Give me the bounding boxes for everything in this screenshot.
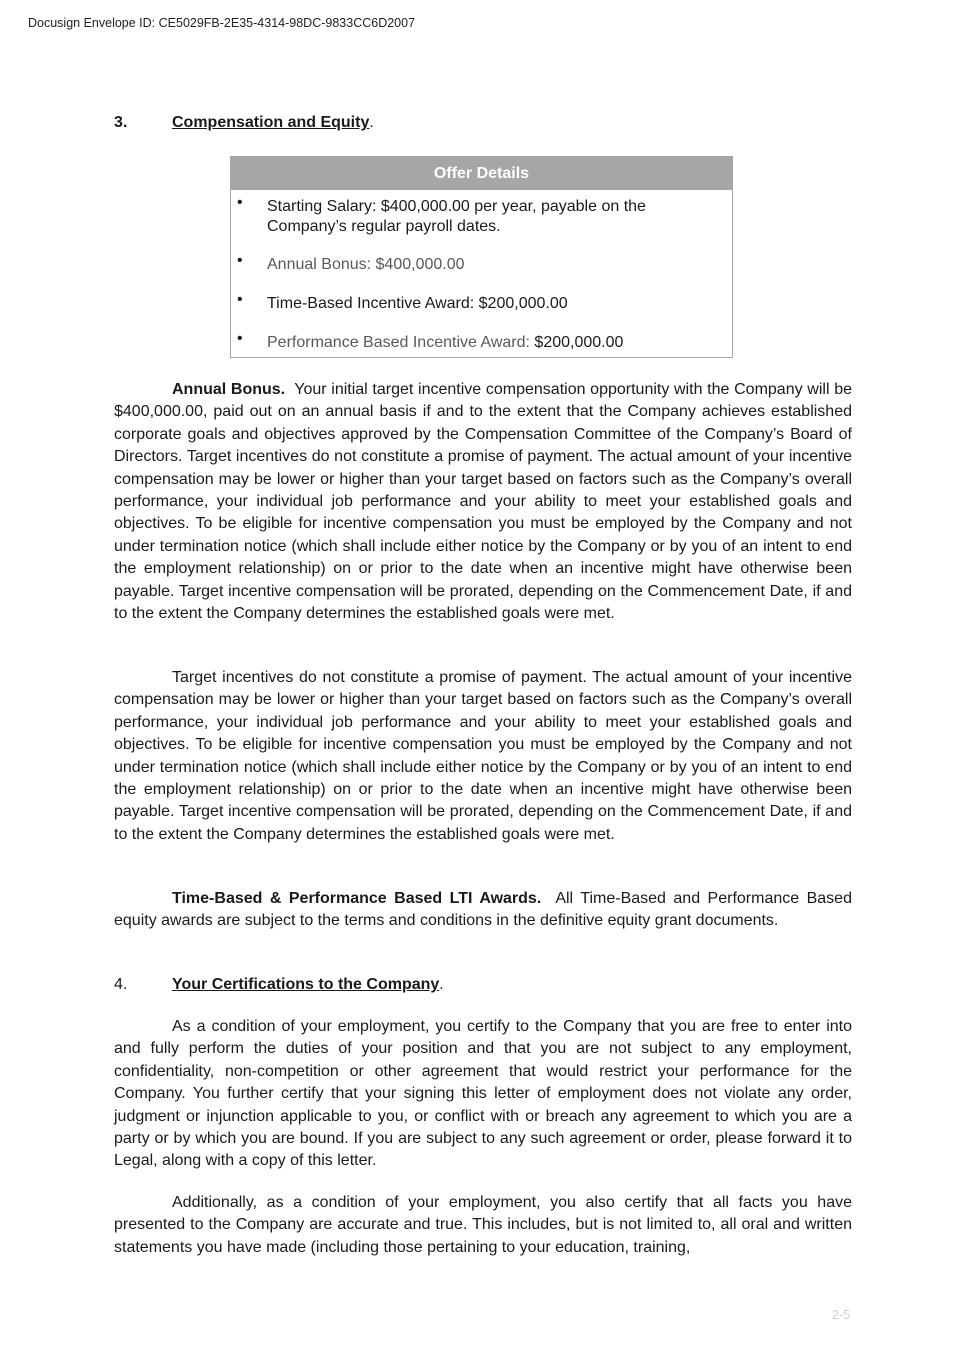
lti-awards-paragraph — [114, 888, 852, 933]
certifications-paragraph — [114, 1016, 852, 1173]
annual-bonus-paragraph — [114, 379, 852, 625]
section-title — [172, 976, 444, 994]
paragraph-text: All Time-Based and Performance Based equity awards are subject to the terms and conditions in the definitive equity grant documents. — [114, 890, 852, 930]
offer-details-table — [230, 156, 733, 358]
paragraph-text: Additionally, as a condition of your employment, you also certify that all facts you have presented to the Company are accurate and true. This includes, but is not limited to, all oral and written statements you have made (including those pertaining to your education, training, — [114, 1194, 852, 1256]
section-title-period: . — [439, 976, 444, 993]
bullet-icon: • — [237, 291, 243, 308]
envelope-id: Docusign Envelope ID: CE5029FB-2E35-4314-98DC-9833CC6D2007 — [28, 16, 416, 30]
additionally-paragraph — [114, 1192, 852, 1259]
section-title-period: . — [369, 114, 374, 131]
offer-item-value: $200,000.00 — [534, 334, 624, 351]
paragraph-text: Target incentives do not constitute a promise of payment. The actual amount of your incentive compensation may be lower or higher than your target based on factors such as the Company’s overall performance, your individual job performance and your ability to meet your established goals and objectives. To be eligible for incentive compensation you must be employed by the Company and not under termination notice (which shall include either notice by the Company or by you of an intent to end the employment relationship) on or prior to the date when an incentive might have otherwise been payable. Target incentive compensation will be prorated, depending on the Commencement Date, if and to the extent the Company determines the established goals were met. — [114, 669, 852, 843]
section-title-text: Compensation and Equity — [172, 114, 370, 131]
paragraph-text: Your initial target incentive compensation opportunity with the Company will be $400,000.00, paid out on an annual basis if and to the extent that the Company achieves established corporate goals and objectives approved by the Compensation Committee of the Company’s Board of Directors. Target incentives do not constitute a promise of payment. The actual amount of your incentive compensation may be lower or higher than your target based on factors such as the Company’s overall performance, your individual job performance and your ability to meet your established goals and objectives. To be eligible for incentive compensation you must be employed by the Company and not under termination notice (which shall include either notice by the Company or by you of an intent to end the employment relationship) on or prior to the date when an incentive might have otherwise been payable. Target incentive compensation will be prorated, depending on the Commencement Date, if and to the extent the Company determines the established goals were met. — [114, 381, 852, 623]
offer-details-header: Offer Details — [231, 157, 732, 190]
paragraph-lead: Annual Bonus. — [172, 381, 286, 398]
section-number: 3. — [114, 114, 128, 131]
page-number: 2-5 — [832, 1308, 851, 1322]
offer-item-label: Performance Based Incentive Award: — [267, 334, 530, 351]
offer-item-text: Starting Salary: $400,000.00 per year, payable on the Company’s regular payroll dates. — [267, 198, 646, 235]
paragraph-text: As a condition of your employment, you certify to the Company that you are free to enter into and fully perform the duties of your position and that you are not subject to any employment, confidentiality, non-competition or other agreement that would restrict your performance for the Company. You further certify that your signing this letter of employment does not violate any order, judgment or injunction applicable to you, or conflict with or breach any agreement to which you are a party or by which you are bound. If you are subject to any such agreement or order, please forward it to Legal, along with a copy of this letter. — [114, 1018, 852, 1170]
section-3-heading — [114, 114, 852, 134]
section-title-text: Your Certifications to the Company — [172, 976, 440, 993]
offer-item-text: Time-Based Incentive Award: $200,000.00 — [267, 295, 568, 312]
paragraph-lead: Time-Based & Performance Based LTI Awards. — [172, 890, 542, 907]
section-4-heading — [114, 976, 852, 996]
bullet-icon: • — [237, 330, 243, 347]
target-incentives-paragraph — [114, 667, 852, 846]
bullet-icon: • — [237, 252, 243, 269]
section-title — [172, 114, 374, 132]
offer-item-text — [267, 333, 707, 353]
section-number: 4. — [114, 976, 128, 993]
bullet-icon: • — [237, 194, 243, 211]
offer-item-text: Annual Bonus: $400,000.00 — [267, 256, 465, 273]
